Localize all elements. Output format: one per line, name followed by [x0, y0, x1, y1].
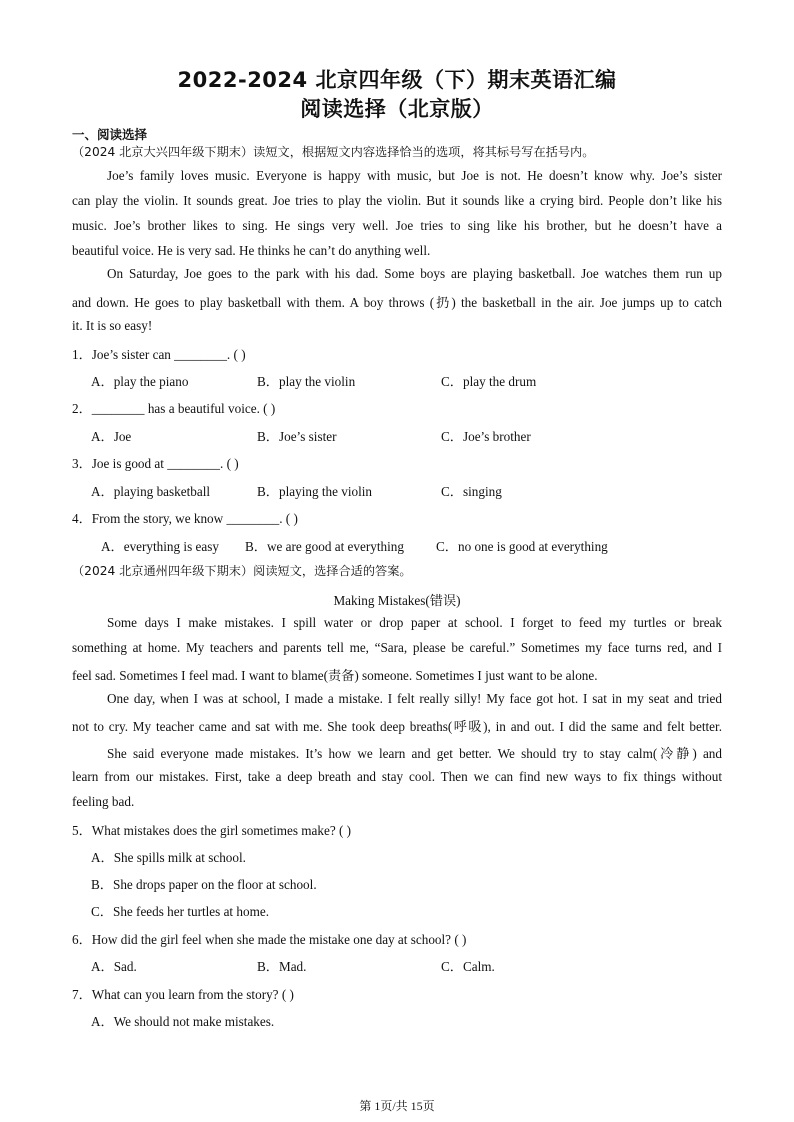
q6-option-b: B．Mad.: [257, 959, 307, 974]
passage1-line: On Saturday, Joe goes to the park with his dad. Some boys are playing basketball. Joe watches them run up: [107, 266, 722, 281]
question-2: 2．________ has a beautiful voice. ( ): [72, 401, 276, 416]
question-7: 7．What can you learn from the story? ( ): [72, 987, 294, 1002]
passage1-line: music. Joe’s brother likes to sing. He sings very well. Joe tries to sing like his brother, but he doesn’t have a: [72, 218, 722, 233]
q6-option-a: A．Sad.: [91, 959, 137, 974]
q5-option-a: A．She spills milk at school.: [91, 850, 246, 865]
passage2-line: not to cry. My teacher came and sat with me. She took deep breaths(呼吸), in and out. I did the same and felt better.: [72, 719, 722, 734]
question-4: 4．From the story, we know ________. ( ): [72, 511, 298, 526]
passage2-line: She said everyone made mistakes. It’s how we learn and get better. We should try to stay calm(冷静) and: [107, 746, 722, 761]
document-title-line2: 阅读选择（北京版）: [300, 97, 494, 121]
question-5: 5．What mistakes does the girl sometimes make? ( ): [72, 823, 352, 838]
q5-option-c: C．She feeds her turtles at home.: [91, 904, 269, 919]
passage2-line: something at home. My teachers and parents tell me, “Sara, please be careful.” Sometimes my face turns red, and I: [72, 640, 722, 655]
q4-option-c: C．no one is good at everything: [436, 539, 608, 554]
passage1-line: can play the violin. It sounds great. Joe tries to play the violin. But it sounds like a crying bird. People don’t like his: [72, 193, 722, 208]
q2-option-c: C．Joe’s brother: [441, 429, 531, 444]
document-title-line1: 2022-2024 北京四年级（下）期末英语汇编: [177, 68, 617, 92]
passage1-line: and down. He goes to play basketball with them. A boy throws (扔) the basketball in the air. Joe jumps up to catch: [72, 295, 722, 310]
passage2-title: Making Mistakes(错误): [333, 593, 461, 608]
q1-option-c: C．play the drum: [441, 374, 537, 389]
q3-option-c: C．singing: [441, 484, 502, 499]
source-note-2: （2024 北京通州四年级下期末）阅读短文，选择合适的答案。: [72, 564, 412, 578]
question-1: 1．Joe’s sister can ________. ( ): [72, 347, 246, 362]
q3-option-b: B．playing the violin: [257, 484, 373, 499]
q6-option-c: C．Calm.: [441, 959, 495, 974]
q7-option-a: A．We should not make mistakes.: [91, 1014, 275, 1029]
question-3: 3．Joe is good at ________. ( ): [72, 456, 239, 471]
q1-option-b: B．play the violin: [257, 374, 356, 389]
passage2-line: feeling bad.: [72, 794, 135, 809]
source-note-1: （2024 北京大兴四年级下期末）读短文，根据短文内容选择恰当的选项，将其标号写在括号内。: [72, 145, 595, 159]
page-footer: 第 1页/共 15页: [359, 1099, 435, 1113]
q5-option-b: B．She drops paper on the floor at school.: [91, 877, 317, 892]
passage2-line: One day, when I was at school, I made a mistake. I felt really silly! My face got hot. I sat in my seat and tried: [107, 691, 722, 706]
q4-option-b: B．we are good at everything: [245, 539, 404, 554]
section-heading: 一、阅读选择: [72, 127, 148, 142]
q4-option-a: A．everything is easy: [101, 539, 219, 554]
q2-option-b: B．Joe’s sister: [257, 429, 337, 444]
passage2-line: feel sad. Sometimes I feel mad. I want to blame(责备) someone. Sometimes I just want to be alone.: [72, 668, 598, 683]
passage2-line: learn from our mistakes. First, take a deep breath and stay cool. Then we can find new ways to fix things without: [72, 769, 722, 784]
q1-option-a: A．play the piano: [91, 374, 189, 389]
q3-option-a: A．playing basketball: [91, 484, 211, 499]
passage2-line: Some days I make mistakes. I spill water or drop paper at school. I forget to feed my turtles or break: [107, 615, 722, 630]
question-6: 6．How did the girl feel when she made the mistake one day at school? ( ): [72, 932, 467, 947]
q2-option-a: A．Joe: [91, 429, 132, 444]
passage1-line: beautiful voice. He is very sad. He thinks he can’t do anything well.: [72, 243, 431, 258]
passage1-line: it. It is so easy!: [72, 318, 153, 333]
passage1-line: Joe’s family loves music. Everyone is happy with music, but Joe is not. He doesn’t know why. Joe’s sister: [107, 168, 722, 183]
